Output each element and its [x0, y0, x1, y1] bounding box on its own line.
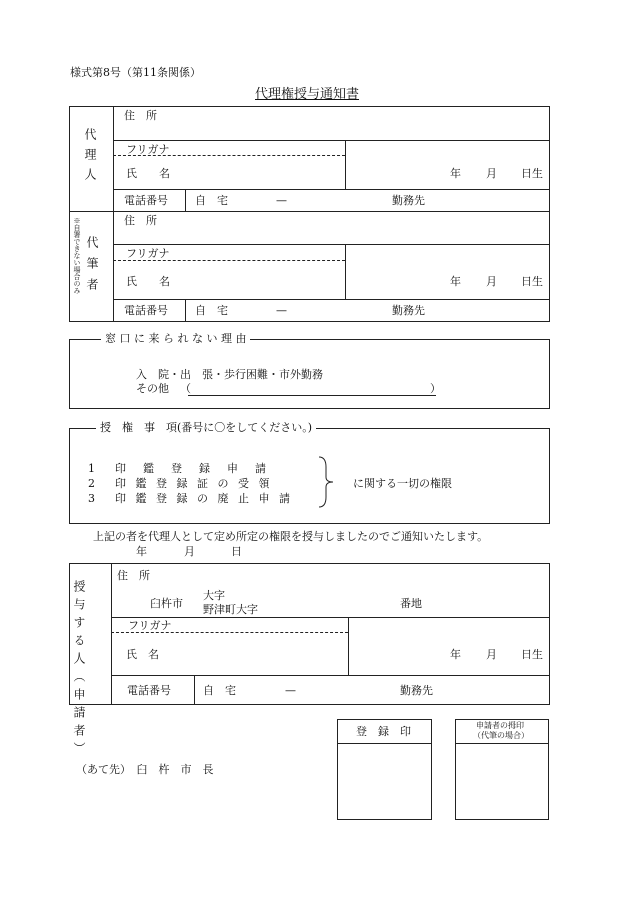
grantor-address-label: 住 所	[117, 569, 150, 582]
grantor-work-label: 勤務先	[400, 684, 433, 697]
proxy-work-label: 勤務先	[392, 304, 425, 317]
grantor-home-label: 自 宅	[203, 684, 236, 697]
grantor-birth-year: 年	[450, 648, 461, 661]
curly-brace-icon	[316, 455, 336, 509]
divider	[113, 211, 114, 322]
agent-name-label: 氏 名	[126, 167, 170, 180]
agent-home-label: 自 宅	[195, 194, 228, 207]
registration-stamp-label: 登 録 印	[356, 725, 411, 738]
divider	[111, 632, 348, 633]
divider	[345, 140, 346, 189]
grantor-furigana-label: フリガナ	[128, 619, 172, 632]
proxy-name-label: 氏 名	[126, 275, 170, 288]
proxy-home-label: 自 宅	[195, 304, 228, 317]
divider	[185, 189, 186, 212]
proxy-writer-label: 代筆者	[85, 236, 99, 299]
grantor-lot-label: 番地	[400, 597, 422, 610]
other-reason-underline[interactable]	[188, 395, 436, 396]
addressee: （あて先） 臼 杵 市 長	[76, 763, 214, 776]
authority-legend: 授 権 事 項(番号に〇をしてください。)	[96, 422, 316, 433]
divider	[185, 299, 186, 322]
divider	[111, 617, 550, 618]
proxy-furigana-label: フリガナ	[126, 247, 170, 260]
authority-suffix: に関する一切の権限	[353, 477, 452, 490]
proxy-writer-note: ※自署できない場合のみ	[73, 217, 81, 294]
date-month[interactable]: 月	[184, 545, 195, 558]
proxy-birth-day: 日生	[521, 275, 543, 288]
proxy-phone-label: 電話番号	[124, 304, 168, 317]
page-title: 代理権授与通知書	[255, 87, 360, 102]
divider	[113, 140, 550, 141]
agent-birth-month: 月	[486, 167, 497, 180]
reason-legend: 窓 口 に 来 ら れ な い 理 由	[101, 333, 250, 344]
divider	[337, 743, 432, 744]
authority-item-num[interactable]: 3	[88, 492, 95, 505]
form-id: 様式第8号（第11条関係）	[70, 66, 201, 79]
divider	[113, 189, 550, 190]
paren-close: ）	[430, 382, 441, 395]
divider	[113, 244, 550, 245]
divider	[345, 244, 346, 299]
divider	[111, 563, 112, 705]
agent-work-label: 勤務先	[392, 194, 425, 207]
grantor-birth-day: 日生	[521, 648, 543, 661]
paren-open: （	[180, 382, 191, 395]
applicant-seal-label-1: 申請者の拇印	[476, 721, 524, 730]
date-year[interactable]: 年	[136, 545, 147, 558]
authority-item-text: 印 鑑 登 録 申 請	[115, 462, 269, 475]
authority-item-num[interactable]: 1	[88, 462, 95, 475]
grantor-phone-dash: —	[285, 684, 296, 697]
grantor-district-2: 野津町大字	[203, 603, 258, 616]
date-day[interactable]: 日	[231, 545, 242, 558]
authority-item-num[interactable]: 2	[88, 477, 95, 490]
agent-birth-year: 年	[450, 167, 461, 180]
agent-birth-day: 日生	[521, 167, 543, 180]
divider	[113, 106, 114, 212]
proxy-birth-month: 月	[486, 275, 497, 288]
agent-label: 代理人	[83, 128, 97, 188]
proxy-address-label: 住 所	[124, 214, 157, 227]
authority-item-text: 印 鑑 登 録 証 の 受 領	[115, 477, 273, 490]
reason-other-label: その他	[136, 382, 169, 395]
grantor-city: 臼杵市	[150, 597, 183, 610]
applicant-seal-label-2: （代筆の場合）	[473, 731, 529, 740]
grantor-birth-month: 月	[486, 648, 497, 661]
divider	[455, 743, 549, 744]
grantor-district-1: 大字	[203, 589, 225, 602]
reason-options: 入 院・出 張・歩行困難・市外勤務	[136, 368, 323, 381]
agent-phone-label: 電話番号	[124, 194, 168, 207]
agent-furigana-label: フリガナ	[126, 143, 170, 156]
agent-address-label: 住 所	[124, 109, 157, 122]
authority-item-text: 印 鑑 登 録 の 廃 止 申 請	[115, 492, 293, 505]
grantor-name-label: 氏 名	[126, 648, 159, 661]
grantor-label: 授与する人（申請者）	[72, 580, 86, 760]
statement-text: 上記の者を代理人として定め所定の権限を授与しましたのでご通知いたします。	[93, 530, 489, 543]
authority-box	[69, 428, 550, 524]
agent-phone-dash: —	[276, 194, 287, 207]
proxy-birth-year: 年	[450, 275, 461, 288]
divider	[113, 299, 550, 300]
grantor-phone-label: 電話番号	[127, 684, 171, 697]
proxy-phone-dash: —	[276, 304, 287, 317]
divider	[111, 675, 550, 676]
divider	[194, 675, 195, 705]
divider	[113, 260, 345, 261]
divider	[348, 617, 349, 675]
